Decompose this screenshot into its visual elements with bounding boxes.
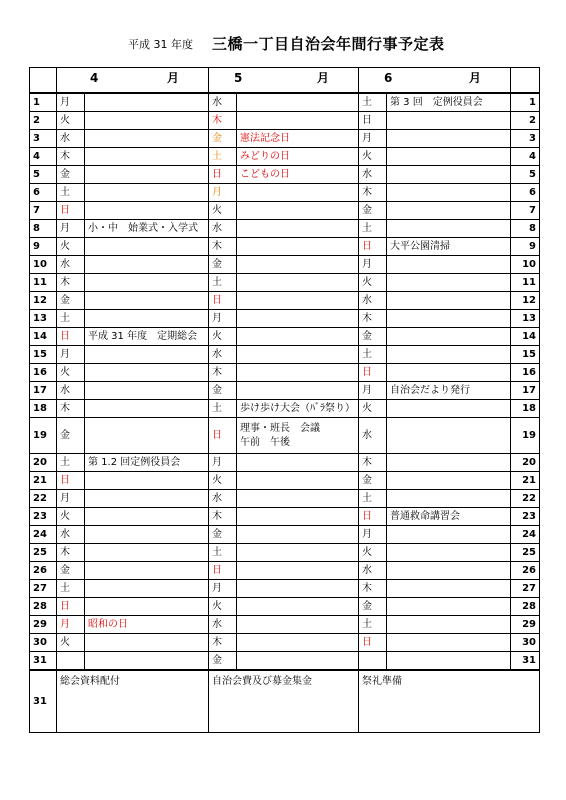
day-number-left: 13 xyxy=(30,310,57,328)
day-number-right: 7 xyxy=(511,202,540,220)
weekday-may: 水 xyxy=(209,490,237,508)
event-may xyxy=(237,256,359,274)
event-apr xyxy=(85,598,209,616)
event-may xyxy=(237,382,359,400)
event-may xyxy=(237,472,359,490)
weekday-apr: 木 xyxy=(57,274,85,292)
event-jun xyxy=(387,454,511,472)
weekday-may: 火 xyxy=(209,598,237,616)
day-number-right: 28 xyxy=(511,598,540,616)
table-row xyxy=(30,202,540,220)
day-number-right: 2 xyxy=(511,112,540,130)
event-jun xyxy=(387,400,511,418)
weekday-apr: 土 xyxy=(57,310,85,328)
table-row xyxy=(30,418,540,454)
event-jun xyxy=(387,130,511,148)
table-row xyxy=(30,562,540,580)
table-row xyxy=(30,526,540,544)
day-number-right: 16 xyxy=(511,364,540,382)
event-may xyxy=(237,454,359,472)
event-may: 憲法記念日 xyxy=(237,130,359,148)
event-apr xyxy=(85,400,209,418)
day-number-right: 30 xyxy=(511,634,540,652)
day-number-right: 24 xyxy=(511,526,540,544)
weekday-may: 金 xyxy=(209,256,237,274)
weekday-may: 木 xyxy=(209,364,237,382)
annual-schedule-table xyxy=(29,67,540,733)
event-may xyxy=(237,220,359,238)
day-number-left: 20 xyxy=(30,454,57,472)
table-row xyxy=(30,598,540,616)
weekday-apr: 月 xyxy=(57,490,85,508)
weekday-apr: 火 xyxy=(57,238,85,256)
day-number-left: 24 xyxy=(30,526,57,544)
month-header-may: 5 月 xyxy=(209,68,359,94)
table-row xyxy=(30,490,540,508)
day-number-left: 26 xyxy=(30,562,57,580)
weekday-may: 火 xyxy=(209,202,237,220)
weekday-may: 水 xyxy=(209,93,237,112)
day-number-left: 12 xyxy=(30,292,57,310)
weekday-apr: 木 xyxy=(57,544,85,562)
day-number-right: 8 xyxy=(511,220,540,238)
event-apr xyxy=(85,562,209,580)
event-jun xyxy=(387,364,511,382)
weekday-may: 月 xyxy=(209,580,237,598)
weekday-jun: 火 xyxy=(359,544,387,562)
weekday-apr: 火 xyxy=(57,508,85,526)
day-number-right: 20 xyxy=(511,454,540,472)
day-number-right: 26 xyxy=(511,562,540,580)
weekday-apr: 金 xyxy=(57,418,85,454)
weekday-jun: 土 xyxy=(359,220,387,238)
weekday-apr: 火 xyxy=(57,364,85,382)
note-may: 自治会費及び募金集金 xyxy=(209,670,359,733)
day-number-left: 11 xyxy=(30,274,57,292)
weekday-apr: 日 xyxy=(57,472,85,490)
event-jun xyxy=(387,274,511,292)
event-may xyxy=(237,634,359,652)
event-may xyxy=(237,526,359,544)
day-number-right: 22 xyxy=(511,490,540,508)
weekday-jun: 日 xyxy=(359,508,387,526)
event-jun xyxy=(387,526,511,544)
weekday-may: 木 xyxy=(209,238,237,256)
event-jun xyxy=(387,112,511,130)
event-may: 歩け歩け大会（ﾊﾞﾗ祭り） xyxy=(237,400,359,418)
day-number-left: 27 xyxy=(30,580,57,598)
table-row xyxy=(30,454,540,472)
event-jun xyxy=(387,292,511,310)
day-number-left: 5 xyxy=(30,166,57,184)
event-may xyxy=(237,346,359,364)
weekday-may: 土 xyxy=(209,400,237,418)
weekday-jun: 日 xyxy=(359,112,387,130)
event-apr: 昭和の日 xyxy=(85,616,209,634)
event-may xyxy=(237,112,359,130)
weekday-apr: 金 xyxy=(57,166,85,184)
event-jun: 大平公園清掃 xyxy=(387,238,511,256)
table-row xyxy=(30,238,540,256)
day-number-left: 23 xyxy=(30,508,57,526)
event-may xyxy=(237,508,359,526)
event-apr: 小・中 始業式・入学式 xyxy=(85,220,209,238)
weekday-jun: 月 xyxy=(359,382,387,400)
day-number-right: 10 xyxy=(511,256,540,274)
event-apr xyxy=(85,544,209,562)
day-number-left: 16 xyxy=(30,364,57,382)
event-apr xyxy=(85,166,209,184)
day-number-left: 31 xyxy=(30,652,57,671)
event-line-2: 午前 午後 xyxy=(240,436,290,448)
weekday-may: 日 xyxy=(209,562,237,580)
weekday-may: 金 xyxy=(209,130,237,148)
day-number-right: 19 xyxy=(511,418,540,454)
table-row xyxy=(30,634,540,652)
fiscal-year-label: 平成 31 年度 xyxy=(128,38,193,51)
event-apr xyxy=(85,364,209,382)
event-may: こどもの日 xyxy=(237,166,359,184)
table-row xyxy=(30,346,540,364)
day-number-right: 13 xyxy=(511,310,540,328)
weekday-apr: 金 xyxy=(57,292,85,310)
event-jun xyxy=(387,616,511,634)
weekday-may: 金 xyxy=(209,526,237,544)
event-apr xyxy=(85,202,209,220)
weekday-may: 月 xyxy=(209,454,237,472)
event-apr: 第 1.2 回定例役員会 xyxy=(85,454,209,472)
weekday-jun: 金 xyxy=(359,328,387,346)
month-header-june: 6 月 xyxy=(359,68,511,94)
month-header-april: 4 月 xyxy=(57,68,209,94)
weekday-apr: 木 xyxy=(57,400,85,418)
notes-row xyxy=(30,670,540,733)
table-row xyxy=(30,616,540,634)
table-row xyxy=(30,166,540,184)
event-apr xyxy=(85,346,209,364)
event-apr xyxy=(85,292,209,310)
event-jun xyxy=(387,598,511,616)
table-row xyxy=(30,148,540,166)
table-row xyxy=(30,364,540,382)
event-may xyxy=(237,184,359,202)
table-row xyxy=(30,292,540,310)
weekday-apr: 水 xyxy=(57,130,85,148)
event-may xyxy=(237,562,359,580)
day-number-left: 22 xyxy=(30,490,57,508)
event-jun xyxy=(387,418,511,454)
event-may xyxy=(237,238,359,256)
table-row xyxy=(30,220,540,238)
weekday-apr: 日 xyxy=(57,328,85,346)
weekday-may: 日 xyxy=(209,166,237,184)
event-apr xyxy=(85,93,209,112)
event-may xyxy=(237,93,359,112)
weekday-may: 日 xyxy=(209,292,237,310)
table-row xyxy=(30,274,540,292)
day-number-left: 29 xyxy=(30,616,57,634)
event-may xyxy=(237,310,359,328)
day-number-left: 21 xyxy=(30,472,57,490)
day-number-left: 19 xyxy=(30,418,57,454)
calendar-body xyxy=(30,93,540,733)
weekday-may: 水 xyxy=(209,616,237,634)
day-number-right: 14 xyxy=(511,328,540,346)
event-jun xyxy=(387,544,511,562)
event-jun xyxy=(387,166,511,184)
weekday-jun: 月 xyxy=(359,526,387,544)
day-number-left: 17 xyxy=(30,382,57,400)
event-apr xyxy=(85,112,209,130)
page-title: 三橋一丁目自治会年間行事予定表 xyxy=(212,35,445,53)
event-apr xyxy=(85,508,209,526)
weekday-apr: 日 xyxy=(57,598,85,616)
event-jun: 第 3 回 定例役員会 xyxy=(387,93,511,112)
event-jun xyxy=(387,328,511,346)
day-number-right: 12 xyxy=(511,292,540,310)
table-row xyxy=(30,544,540,562)
weekday-jun: 火 xyxy=(359,400,387,418)
weekday-apr: 土 xyxy=(57,454,85,472)
event-apr xyxy=(85,580,209,598)
weekday-apr: 火 xyxy=(57,634,85,652)
day-number-left: 7 xyxy=(30,202,57,220)
event-may xyxy=(237,328,359,346)
table-row xyxy=(30,652,540,671)
header-corner-left xyxy=(30,68,57,94)
event-apr xyxy=(85,184,209,202)
event-apr xyxy=(85,472,209,490)
event-apr xyxy=(85,238,209,256)
weekday-jun: 水 xyxy=(359,292,387,310)
table-row xyxy=(30,256,540,274)
event-jun xyxy=(387,310,511,328)
event-apr xyxy=(85,274,209,292)
event-jun xyxy=(387,652,511,671)
day-number-right: 5 xyxy=(511,166,540,184)
weekday-apr: 水 xyxy=(57,256,85,274)
day-number-left: 25 xyxy=(30,544,57,562)
day-number-right: 9 xyxy=(511,238,540,256)
weekday-may: 土 xyxy=(209,544,237,562)
weekday-jun: 土 xyxy=(359,616,387,634)
weekday-jun: 月 xyxy=(359,130,387,148)
weekday-jun: 火 xyxy=(359,148,387,166)
weekday-may: 水 xyxy=(209,346,237,364)
weekday-may: 日 xyxy=(209,418,237,454)
weekday-apr: 月 xyxy=(57,346,85,364)
day-number-right: 1 xyxy=(511,93,540,112)
table-row xyxy=(30,508,540,526)
weekday-jun: 日 xyxy=(359,634,387,652)
event-may xyxy=(237,202,359,220)
day-number-left: 14 xyxy=(30,328,57,346)
weekday-jun: 日 xyxy=(359,238,387,256)
day-number-right: 21 xyxy=(511,472,540,490)
event-may xyxy=(237,652,359,671)
day-number-right: 18 xyxy=(511,400,540,418)
event-may xyxy=(237,580,359,598)
weekday-may: 木 xyxy=(209,508,237,526)
event-may xyxy=(237,490,359,508)
note-apr: 総会資料配付 xyxy=(57,670,209,733)
weekday-apr: 木 xyxy=(57,148,85,166)
weekday-jun: 水 xyxy=(359,562,387,580)
day-number-left: 9 xyxy=(30,238,57,256)
event-apr: 平成 31 年度 定期総会 xyxy=(85,328,209,346)
day-number-right: 27 xyxy=(511,580,540,598)
table-row xyxy=(30,93,540,112)
event-apr xyxy=(85,148,209,166)
weekday-may: 火 xyxy=(209,328,237,346)
note-jun: 祭礼準備 xyxy=(359,670,540,733)
weekday-may: 金 xyxy=(209,382,237,400)
weekday-jun: 木 xyxy=(359,580,387,598)
weekday-may: 火 xyxy=(209,472,237,490)
day-number-left: 28 xyxy=(30,598,57,616)
day-number-left: 1 xyxy=(30,93,57,112)
event-may xyxy=(237,274,359,292)
weekday-jun: 火 xyxy=(359,274,387,292)
event-may xyxy=(237,616,359,634)
event-jun xyxy=(387,562,511,580)
day-number-right: 23 xyxy=(511,508,540,526)
event-jun xyxy=(387,184,511,202)
day-number-left: 6 xyxy=(30,184,57,202)
weekday-may: 木 xyxy=(209,112,237,130)
weekday-apr: 水 xyxy=(57,526,85,544)
event-jun xyxy=(387,472,511,490)
event-jun xyxy=(387,148,511,166)
day-number-left: 4 xyxy=(30,148,57,166)
weekday-apr: 月 xyxy=(57,616,85,634)
weekday-jun: 土 xyxy=(359,346,387,364)
event-apr xyxy=(85,634,209,652)
weekday-may: 土 xyxy=(209,148,237,166)
day-number-right: 15 xyxy=(511,346,540,364)
weekday-apr: 水 xyxy=(57,382,85,400)
event-apr xyxy=(85,526,209,544)
event-apr xyxy=(85,310,209,328)
weekday-jun: 土 xyxy=(359,93,387,112)
weekday-apr xyxy=(57,652,85,671)
weekday-may: 金 xyxy=(209,652,237,671)
day-number-left: 18 xyxy=(30,400,57,418)
weekday-may: 木 xyxy=(209,634,237,652)
table-row xyxy=(30,328,540,346)
event-may xyxy=(237,418,359,454)
event-jun xyxy=(387,202,511,220)
weekday-apr: 月 xyxy=(57,220,85,238)
event-may xyxy=(237,544,359,562)
day-number-left: 3 xyxy=(30,130,57,148)
weekday-jun xyxy=(359,652,387,671)
day-number-right: 31 xyxy=(511,652,540,671)
weekday-apr: 火 xyxy=(57,112,85,130)
table-row xyxy=(30,400,540,418)
weekday-jun: 日 xyxy=(359,364,387,382)
weekday-apr: 土 xyxy=(57,580,85,598)
table-row xyxy=(30,112,540,130)
weekday-may: 水 xyxy=(209,220,237,238)
weekday-may: 月 xyxy=(209,184,237,202)
table-row xyxy=(30,310,540,328)
day-number-right: 25 xyxy=(511,544,540,562)
event-apr xyxy=(85,256,209,274)
weekday-jun: 木 xyxy=(359,184,387,202)
weekday-may: 土 xyxy=(209,274,237,292)
day-number-right: 17 xyxy=(511,382,540,400)
weekday-apr: 月 xyxy=(57,93,85,112)
event-jun xyxy=(387,580,511,598)
event-jun xyxy=(387,346,511,364)
event-apr xyxy=(85,418,209,454)
event-apr xyxy=(85,130,209,148)
day-number-right: 6 xyxy=(511,184,540,202)
day-number-right: 29 xyxy=(511,616,540,634)
event-jun: 普通救命講習会 xyxy=(387,508,511,526)
event-may xyxy=(237,598,359,616)
weekday-jun: 木 xyxy=(359,454,387,472)
event-may xyxy=(237,292,359,310)
event-apr xyxy=(85,382,209,400)
event-apr xyxy=(85,652,209,671)
event-jun xyxy=(387,634,511,652)
weekday-jun: 金 xyxy=(359,202,387,220)
event-may xyxy=(237,364,359,382)
event-apr xyxy=(85,490,209,508)
weekday-apr: 土 xyxy=(57,184,85,202)
day-number-right: 11 xyxy=(511,274,540,292)
weekday-may: 月 xyxy=(209,310,237,328)
day-number-left: 8 xyxy=(30,220,57,238)
event-jun: 自治会だより発行 xyxy=(387,382,511,400)
weekday-jun: 金 xyxy=(359,472,387,490)
day-number-left: 2 xyxy=(30,112,57,130)
table-row xyxy=(30,382,540,400)
weekday-jun: 水 xyxy=(359,418,387,454)
header-corner-right xyxy=(511,68,540,94)
month-header-row xyxy=(30,68,540,94)
event-line-1: 理事・班長 会議 xyxy=(240,422,320,434)
day-number-left: 10 xyxy=(30,256,57,274)
weekday-jun: 土 xyxy=(359,490,387,508)
event-may: みどりの日 xyxy=(237,148,359,166)
event-jun xyxy=(387,220,511,238)
day-number-left: 15 xyxy=(30,346,57,364)
notes-day-number: 31 xyxy=(30,670,57,733)
day-number-right: 4 xyxy=(511,148,540,166)
weekday-jun: 金 xyxy=(359,598,387,616)
weekday-jun: 月 xyxy=(359,256,387,274)
weekday-apr: 日 xyxy=(57,202,85,220)
day-number-right: 3 xyxy=(511,130,540,148)
weekday-jun: 木 xyxy=(359,310,387,328)
table-row xyxy=(30,184,540,202)
table-row xyxy=(30,472,540,490)
weekday-apr: 金 xyxy=(57,562,85,580)
table-row xyxy=(30,130,540,148)
event-jun xyxy=(387,490,511,508)
weekday-jun: 水 xyxy=(359,166,387,184)
event-jun xyxy=(387,256,511,274)
page-header xyxy=(0,33,566,53)
table-row xyxy=(30,580,540,598)
day-number-left: 30 xyxy=(30,634,57,652)
